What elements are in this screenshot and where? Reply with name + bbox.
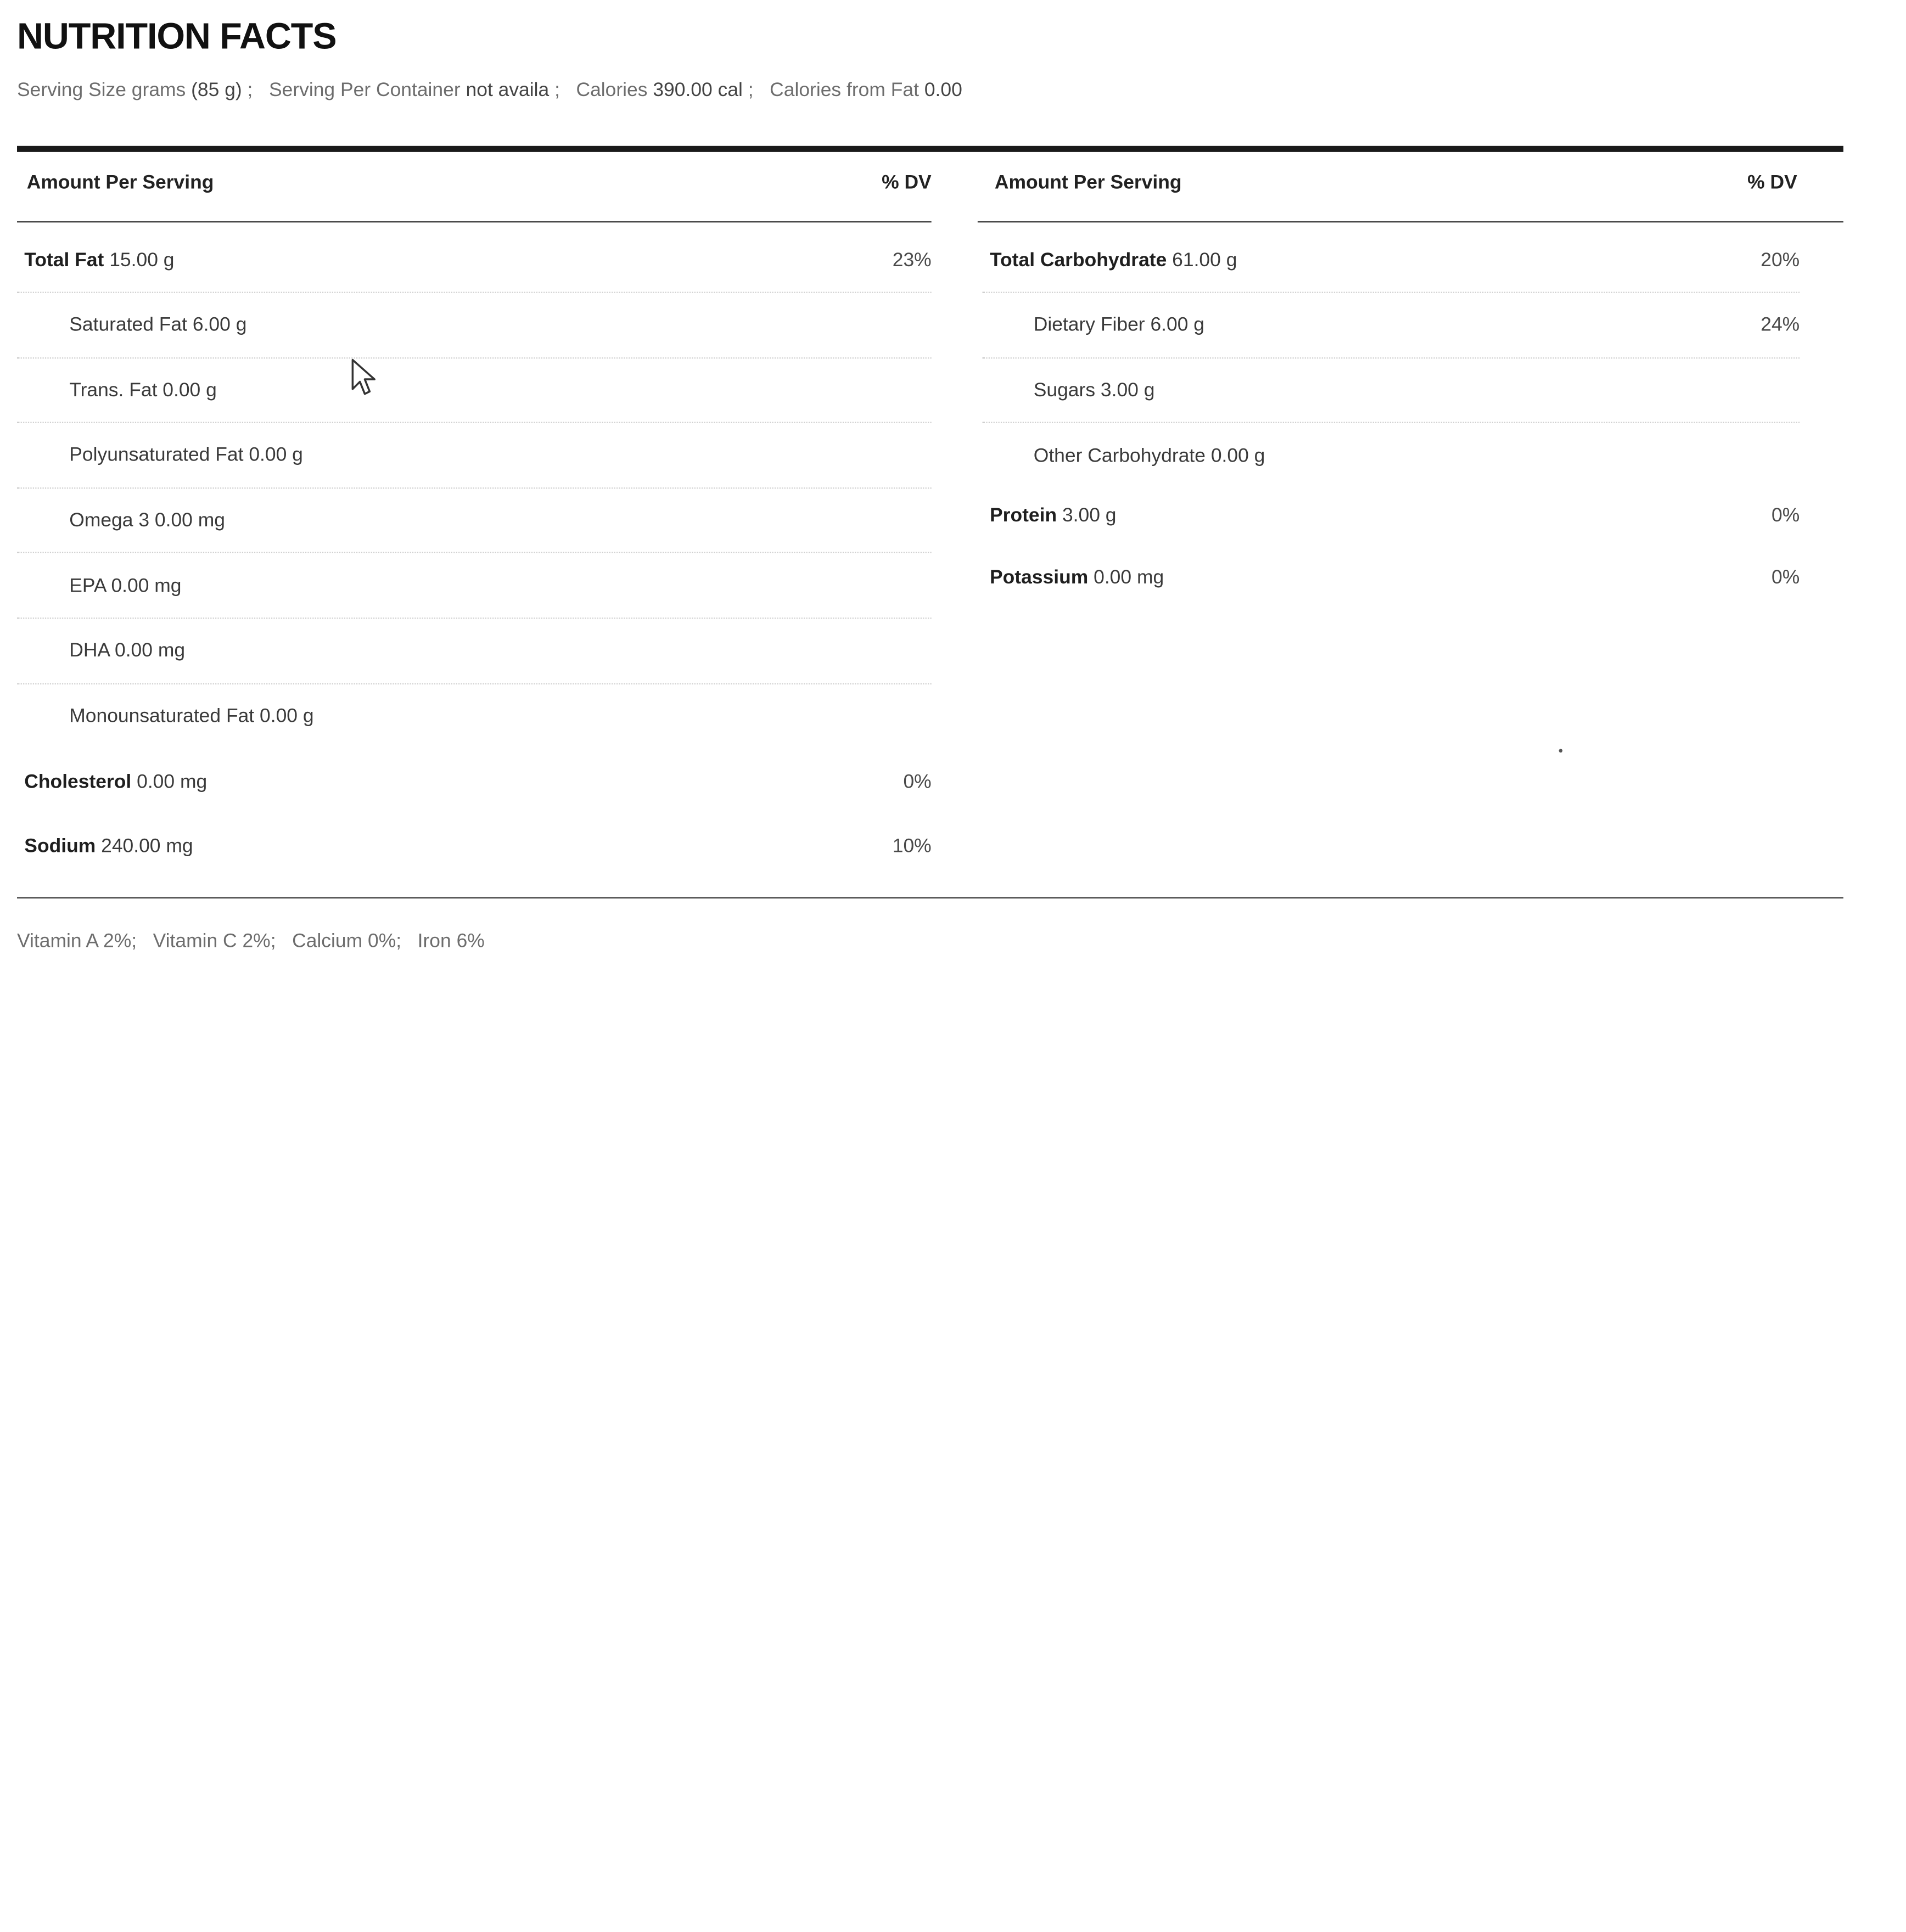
- nutrient-name-wrap: [17, 837, 193, 859]
- nutrient-name: Protein: [990, 506, 1057, 527]
- vitamin-a-label: Vitamin A: [17, 931, 98, 952]
- nutrient-amount: 15.00 g: [109, 250, 175, 271]
- nutrient-dv: 20%: [1761, 250, 1800, 271]
- nutrient-row: [17, 751, 932, 814]
- nutrient-name: Sugars: [1033, 380, 1096, 401]
- nutrient-amount: 0.00 g: [260, 706, 314, 727]
- left-header-amount: Amount Per Serving: [26, 172, 214, 194]
- nutrient-row: [983, 485, 1800, 548]
- nutrient-amount: 0.00 mg: [111, 575, 182, 597]
- nutrient-row: [17, 621, 932, 684]
- nutrient-row: [17, 360, 932, 423]
- left-header-divider: [17, 221, 932, 222]
- nutrient-amount: 0.00 mg: [115, 641, 186, 662]
- nutrient-row: [17, 230, 932, 293]
- nutrient-name: Sodium: [24, 836, 96, 858]
- right-header-dv: % DV: [1747, 172, 1797, 194]
- serving-size-label: Serving Size grams: [17, 80, 186, 101]
- nutrient-name-wrap: [17, 250, 174, 272]
- nutrient-name: Saturated Fat: [69, 314, 188, 336]
- nutrient-name: Potassium: [990, 568, 1089, 589]
- calories-value: 390.00 cal: [653, 80, 743, 101]
- nutrient-row: [17, 295, 932, 358]
- heavy-divider: [17, 146, 1843, 152]
- serving-size-value: (85 g): [191, 80, 242, 101]
- nutrient-name-wrap: [17, 445, 303, 467]
- nutrient-name-wrap: [983, 250, 1237, 272]
- nutrient-name-wrap: [17, 510, 225, 532]
- nutrient-name: Trans. Fat: [69, 380, 158, 401]
- separator: ;: [549, 80, 571, 101]
- nutrient-name: Monounsaturated Fat: [69, 706, 255, 727]
- nutrient-row: [17, 816, 932, 879]
- nutrient-name: Total Carbohydrate: [990, 250, 1167, 271]
- nutrient-name-wrap: [983, 380, 1155, 402]
- calcium-label: Calcium: [292, 931, 363, 952]
- nutrient-dv: 0%: [1771, 568, 1800, 589]
- nutrient-dv: 10%: [892, 836, 932, 858]
- nutrient-row: [983, 295, 1800, 358]
- calories-label: Calories: [576, 80, 648, 101]
- vitamins-line: [17, 931, 485, 953]
- nutrient-amount: 240.00 mg: [101, 836, 193, 858]
- nutrient-amount: 3.00 g: [1062, 506, 1117, 527]
- iron-label: Iron: [417, 931, 451, 952]
- nutrient-amount: 0.00 mg: [1094, 568, 1164, 589]
- serving-container-value: not availa: [466, 80, 550, 101]
- nutrient-name: EPA: [69, 575, 106, 597]
- nutrient-dv: 23%: [892, 250, 932, 271]
- nutrient-amount: 0.00 g: [249, 445, 303, 467]
- nutrient-amount: 0.00 mg: [154, 510, 225, 531]
- nutrient-row: [983, 360, 1800, 423]
- nutrient-name-wrap: [17, 380, 217, 402]
- iron-value: 6%: [456, 931, 485, 952]
- right-header-divider: [978, 221, 1843, 222]
- serving-container-label: Serving Per Container: [268, 80, 461, 101]
- nutrient-name-wrap: [983, 506, 1117, 527]
- nutrient-name: Dietary Fiber: [1033, 314, 1145, 336]
- page-title: NUTRITION FACTS: [17, 17, 337, 58]
- left-header-dv: % DV: [882, 172, 932, 194]
- nutrient-name-wrap: [17, 315, 246, 337]
- nutrient-row: [17, 555, 932, 619]
- nutrient-name: Omega 3: [69, 510, 150, 531]
- nutrient-name-wrap: [983, 568, 1164, 589]
- nutrient-amount: 3.00 g: [1100, 380, 1155, 401]
- separator: ;: [131, 931, 148, 952]
- nutrient-name-wrap: [17, 706, 314, 728]
- nutrition-facts-panel: [17, 0, 1843, 967]
- nutrient-row: [17, 686, 932, 749]
- separator: ;: [270, 931, 287, 952]
- nutrient-name-wrap: [983, 315, 1204, 337]
- nutrient-amount: 0.00 g: [1210, 446, 1265, 467]
- nutrient-name: Cholesterol: [24, 772, 132, 793]
- nutrient-dv: 24%: [1761, 314, 1800, 336]
- calories-from-fat-label: Calories from Fat: [770, 80, 919, 101]
- vitamin-c-label: Vitamin C: [153, 931, 237, 952]
- nutrient-dv: 0%: [1771, 506, 1800, 527]
- nutrient-amount: 61.00 g: [1172, 250, 1237, 271]
- calcium-value: 0%: [368, 931, 396, 952]
- stray-dot: [1559, 749, 1563, 752]
- nutrient-name: Total Fat: [24, 250, 104, 271]
- nutrient-row: [17, 425, 932, 488]
- nutrient-name-wrap: [17, 641, 185, 663]
- nutrient-dv: 0%: [903, 772, 932, 793]
- nutrient-row: [983, 425, 1800, 488]
- nutrient-amount: 6.00 g: [1150, 314, 1204, 336]
- nutrient-amount: 0.00 mg: [137, 772, 208, 793]
- separator: ;: [742, 80, 765, 101]
- nutrient-row: [983, 230, 1800, 293]
- right-header-amount: Amount Per Serving: [994, 172, 1182, 194]
- footer-divider: [17, 897, 1843, 898]
- nutrient-name-wrap: [17, 576, 182, 598]
- nutrient-row: [983, 547, 1800, 610]
- serving-summary: [17, 80, 962, 102]
- calories-from-fat-value: 0.00: [924, 80, 962, 101]
- vitamin-a-value: 2%: [103, 931, 132, 952]
- nutrient-name: Other Carbohydrate: [1033, 446, 1206, 467]
- vitamin-c-value: 2%: [242, 931, 271, 952]
- separator: ;: [396, 931, 412, 952]
- nutrient-amount: 0.00 g: [162, 380, 217, 401]
- separator: ;: [242, 80, 264, 101]
- nutrient-name-wrap: [983, 446, 1265, 468]
- mouse-pointer-icon: [350, 357, 379, 401]
- nutrient-amount: 6.00 g: [192, 314, 247, 336]
- nutrient-row: [17, 491, 932, 554]
- nutrient-name-wrap: [17, 772, 207, 794]
- nutrient-name: Polyunsaturated Fat: [69, 445, 244, 467]
- nutrient-name: DHA: [69, 641, 110, 662]
